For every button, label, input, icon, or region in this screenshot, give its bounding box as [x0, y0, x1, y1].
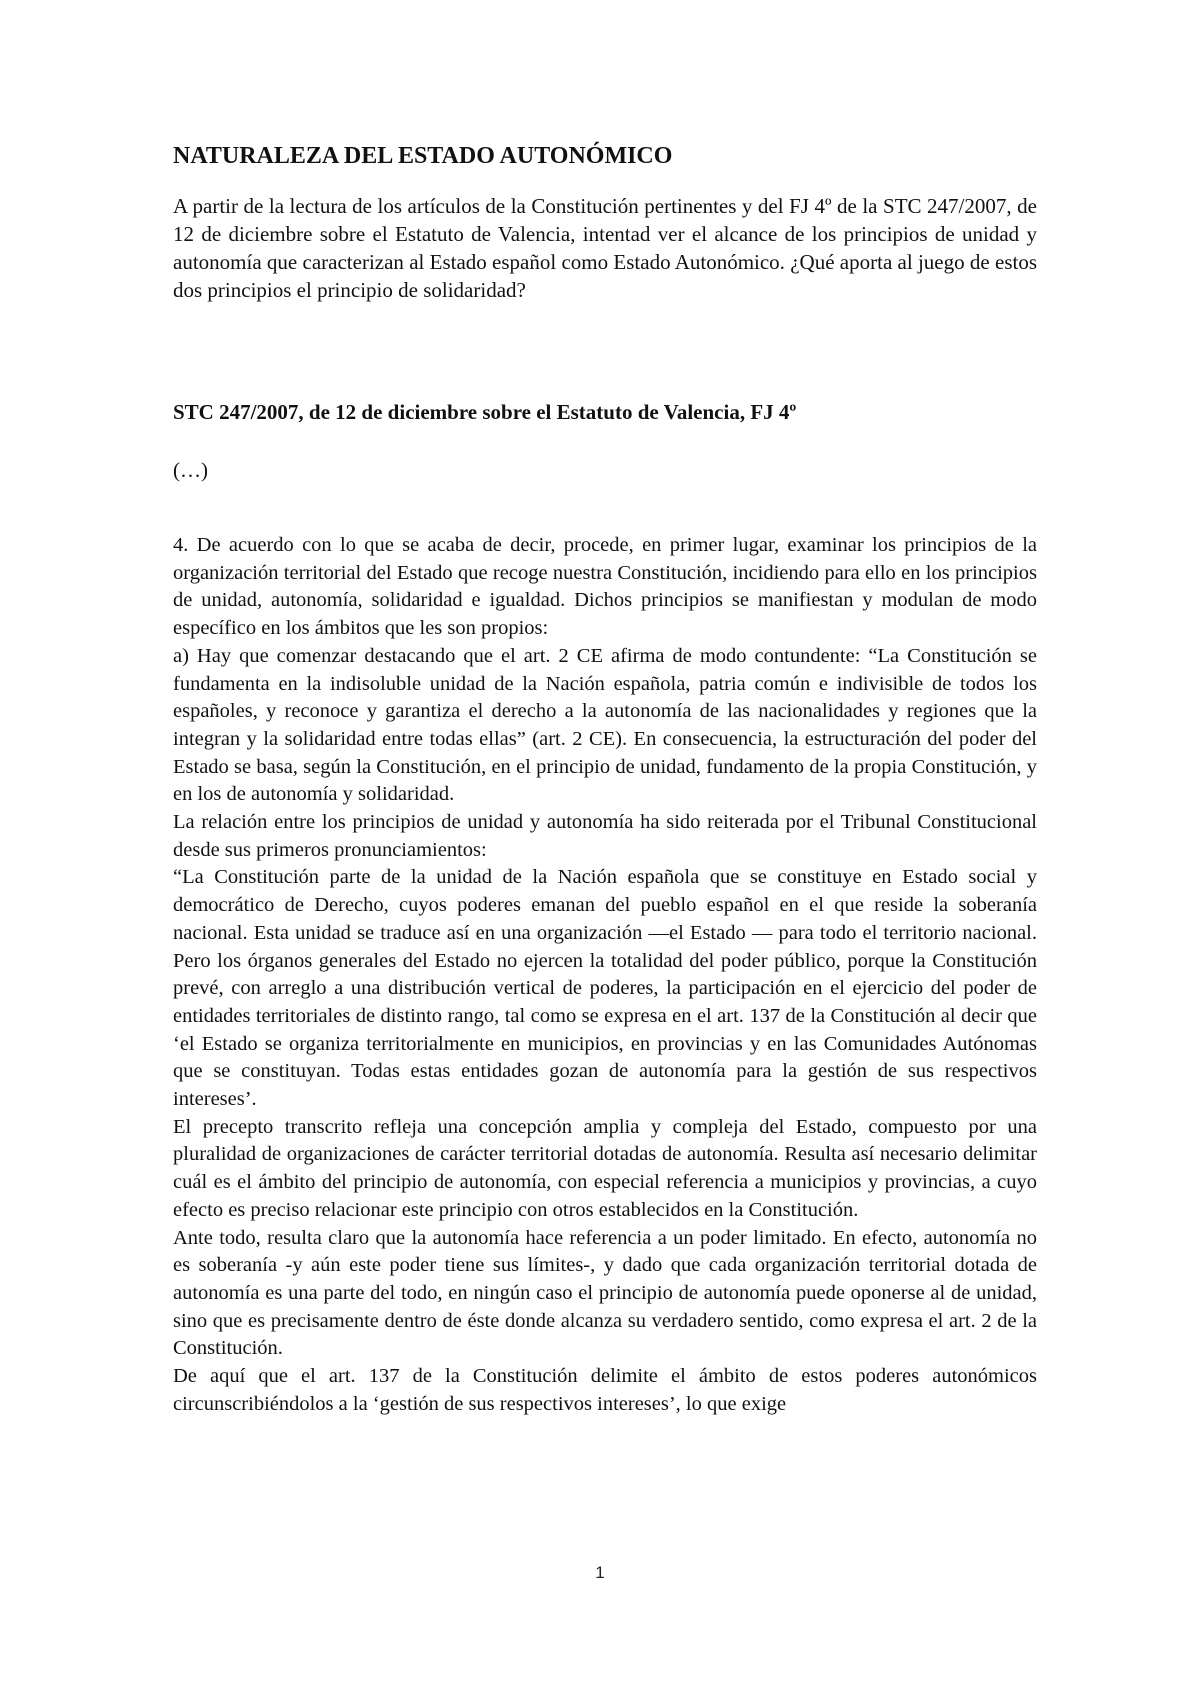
document-title: NATURALEZA DEL ESTADO AUTONÓMICO	[173, 143, 673, 169]
body-paragraph: La relación entre los principios de unidad y autonomía ha sido reiterada por el Tribunal Constitucional desde sus primeros pronunciamientos:	[173, 811, 1037, 861]
section-heading: STC 247/2007, de 12 de diciembre sobre el Estatuto de Valencia, FJ 4º	[173, 400, 797, 424]
body-paragraph: “La Constitución parte de la unidad de la Nación española que se constituye en Estado social y democrático de Derecho, cuyos poderes emanan del pueblo español en el que reside la soberanía nacional. Esta unidad se traduce así en una organización —el Estado — para todo el territorio nacional. Pero los órganos generales del Estado no ejercen la totalidad del poder público, porque la Constitución prevé, con arreglo a una distribución vertical de poderes, la participación en el ejercicio del poder de entidades territoriales de distinto rango, tal como se expresa en el art. 137 de la Constitución al decir que ‘el Estado se organiza territorialmente en municipios, en provincias y en las Comunidades Autónomas que se constituyan. Todas estas entidades gozan de autonomía para la gestión de sus respectivos intereses’.	[173, 866, 1037, 1111]
ellipsis-marker: (…)	[173, 458, 208, 482]
intro-paragraph: A partir de la lectura de los artículos de la Constitución pertinentes y del FJ 4º de la STC 247/2007, de 12 de diciembre sobre el Estatuto de Valencia, intentad ver el alcance de los principios de unidad y autonomía que caracterizan al Estado español como Estado Autonómico. ¿Qué aporta al juego de estos dos principios el principio de solidaridad?	[173, 194, 1037, 302]
body-paragraph: Ante todo, resulta claro que la autonomía hace referencia a un poder limitado. En efecto, autonomía no es soberanía -y aún este poder tiene sus límites-, y dado que cada organización territorial dotada de autonomía es una parte del todo, en ningún caso el principio de autonomía puede oponerse al de unidad, sino que es precisamente dentro de éste donde alcanza su verdadero sentido, como expresa el art. 2 de la Constitución.	[173, 1226, 1037, 1360]
body-paragraph: 4. De acuerdo con lo que se acaba de decir, procede, en primer lugar, examinar los principios de la organización territorial del Estado que recoge nuestra Constitución, incidiendo para ello en los principios de unidad, autonomía, solidaridad e igualdad. Dichos principios se manifiestan y modulan de modo específico en los ámbitos que les son propios:	[173, 534, 1037, 640]
page-number: 1	[595, 1563, 605, 1582]
body-paragraph: a) Hay que comenzar destacando que el art. 2 CE afirma de modo contundente: “La Constitución se fundamenta en la indisoluble unidad de la Nación española, patria común e indivisible de todos los españoles, y reconoce y garantiza el derecho a la autonomía de las nacionalidades y regiones que la integran y la solidaridad entre todas ellas” (art. 2 CE). En consecuencia, la estructuración del poder del Estado se basa, según la Constitución, en el principio de unidad, fundamento de la propia Constitución, y en los de autonomía y solidaridad.	[173, 644, 1037, 806]
body-paragraph: De aquí que el art. 137 de la Constitución delimite el ámbito de estos poderes autonómicos circunscribiéndolos a la ‘gestión de sus respectivos intereses’, lo que exige	[173, 1365, 1037, 1415]
body-text	[173, 532, 1037, 1419]
body-paragraph: El precepto transcrito refleja una concepción amplia y compleja del Estado, compuesto por una pluralidad de organizaciones de carácter territorial dotadas de autonomía. Resulta así necesario delimitar cuál es el ámbito del principio de autonomía, con especial referencia a municipios y provincias, a cuyo efecto es preciso relacionar este principio con otros establecidos en la Constitución.	[173, 1115, 1037, 1221]
document-page	[173, 140, 1037, 1415]
